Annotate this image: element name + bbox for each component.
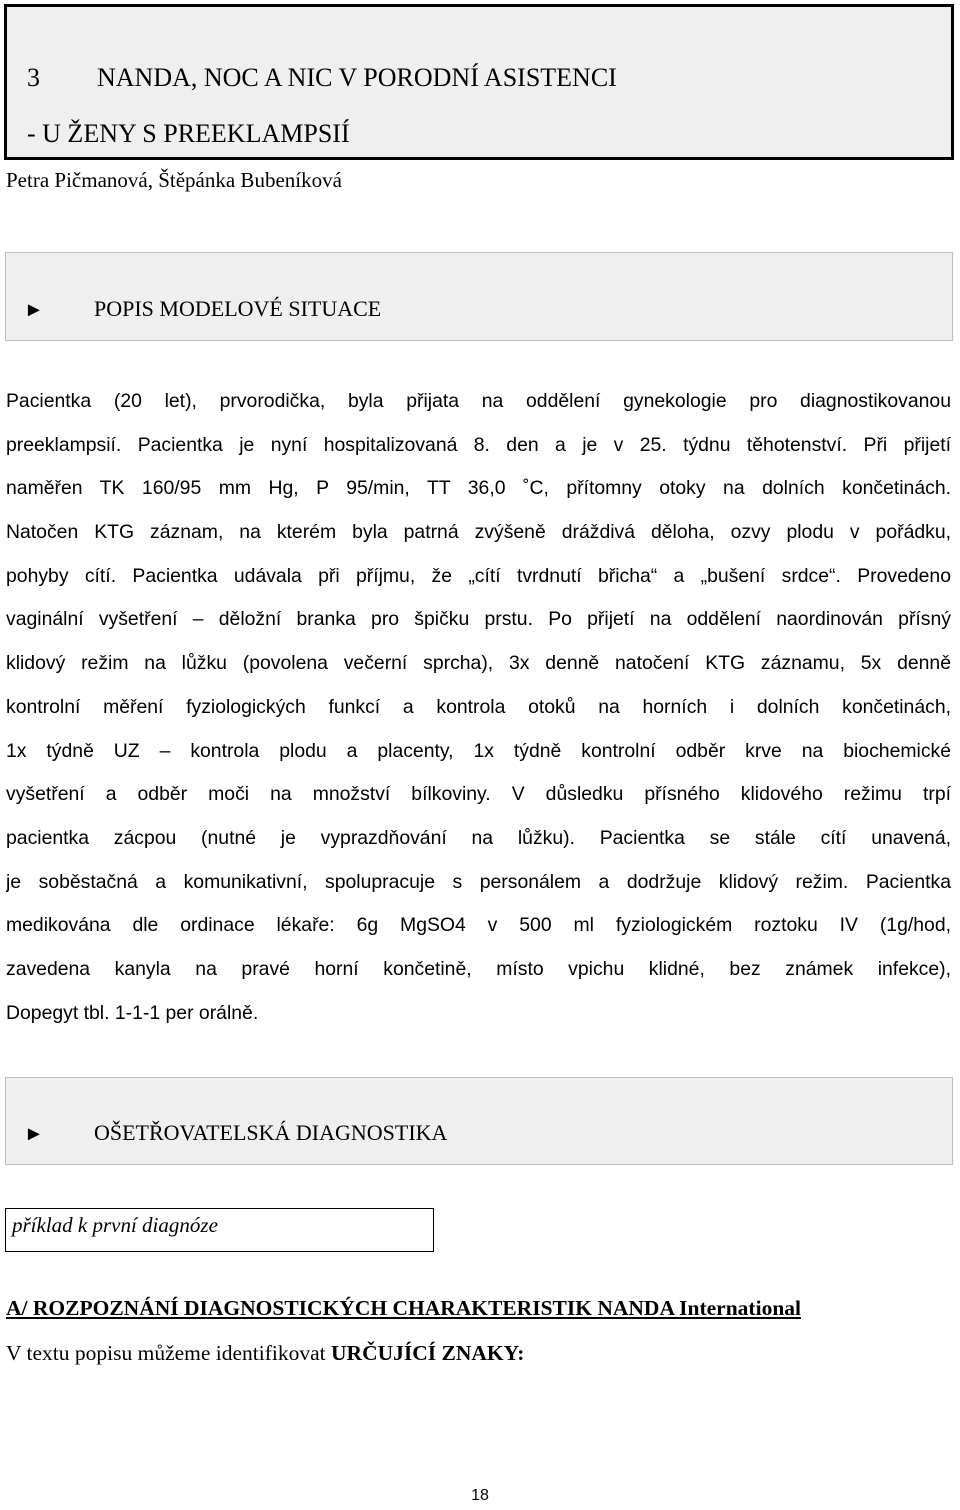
paragraph-line: pohyby cítí. Pacientka udávala při příjmu, že „cítí tvrdnutí břicha“ a „bušení srdce“. Provedeno (6, 564, 951, 587)
paragraph-line: vyšetření a odběr moči na množství bílkoviny. V důsledku přísného klidového režimu trpí (6, 783, 951, 806)
paragraph-line: Pacientka (20 let), prvorodička, byla přijata na oddělení gynekologie pro diagnostikovanou (6, 390, 951, 412)
paragraph-line: vaginální vyšetření – děložní branka pro špičku prstu. Po přijetí na oddělení naordinován přísný (6, 608, 951, 631)
chapter-title-line-1 (27, 63, 617, 93)
triangle-bullet-icon: ► (24, 299, 44, 321)
paragraph-line: klidový režim na lůžku (povolena večerní sprcha), 3x denně natočení KTG záznamu, 5x denně (6, 652, 951, 675)
example-label-box (5, 1208, 434, 1252)
chapter-title-text: NANDA, NOC A NIC V PORODNÍ ASISTENCI (97, 63, 617, 92)
paragraph-line: naměřen TK 160/95 mm Hg, P 95/min, TT 36,0 ˚C, přítomny otoky na dolních končetinách. (6, 477, 951, 500)
situation-paragraph (6, 380, 951, 1035)
section-heading-box-diagnostics (5, 1077, 953, 1165)
identify-line (6, 1341, 524, 1366)
section-a-heading: A/ ROZPOZNÁNÍ DIAGNOSTICKÝCH CHARAKTERISTIK NANDA International (6, 1296, 801, 1320)
section-heading-box-situation (5, 252, 953, 341)
authors: Petra Pičmanová, Štěpánka Bubeníková (6, 168, 342, 192)
identify-text: V textu popisu můžeme identifikovat (6, 1341, 326, 1365)
paragraph-line: je soběstačná a komunikativní, spolupracuje s personálem a dodržuje klidový režim. Pacientka (6, 870, 951, 893)
paragraph-line: pacientka zácpou (nutné je vyprazdňování na lůžku). Pacientka se stále cítí unavená, (6, 826, 951, 849)
chapter-title-box (4, 4, 954, 160)
chapter-number: 3 (27, 63, 40, 92)
section-heading-diagnostics: OŠETŘOVATELSKÁ DIAGNOSTIKA (94, 1120, 448, 1145)
page-number: 18 (471, 1487, 489, 1504)
section-heading-situation: POPIS MODELOVÉ SITUACE (94, 296, 382, 321)
identify-bold: URČUJÍCÍ ZNAKY: (331, 1341, 525, 1365)
paragraph-line: zavedena kanyla na pravé horní končetině, místo vpichu klidné, bez známek infekce), (6, 957, 951, 980)
paragraph-line: kontrolní měření fyziologických funkcí a kontrola otoků na horních i dolních končetinách, (6, 695, 951, 718)
triangle-bullet-icon: ► (24, 1123, 44, 1145)
paragraph-line: Dopegyt tbl. 1-1-1 per orálně. (6, 1001, 259, 1024)
paragraph-line: medikována dle ordinace lékaře: 6g MgSO4 v 500 ml fyziologickém roztoku IV (1g/hod, (6, 914, 951, 937)
paragraph-line: Natočen KTG záznam, na kterém byla patrná zvýšeně dráždivá děloha, ozvy plodu v pořádku, (6, 521, 951, 544)
paragraph-line: 1x týdně UZ – kontrola plodu a placenty, 1x týdně kontrolní odběr krve na biochemické (6, 739, 951, 762)
example-label: příklad k první diagnóze (12, 1213, 218, 1237)
chapter-title-line-2: - U ŽENY S PREEKLAMPSIÍ (27, 119, 350, 148)
paragraph-line: preeklampsií. Pacientka je nyní hospitalizovaná 8. den a je v 25. týdnu těhotenství. Při přijetí (6, 433, 951, 456)
